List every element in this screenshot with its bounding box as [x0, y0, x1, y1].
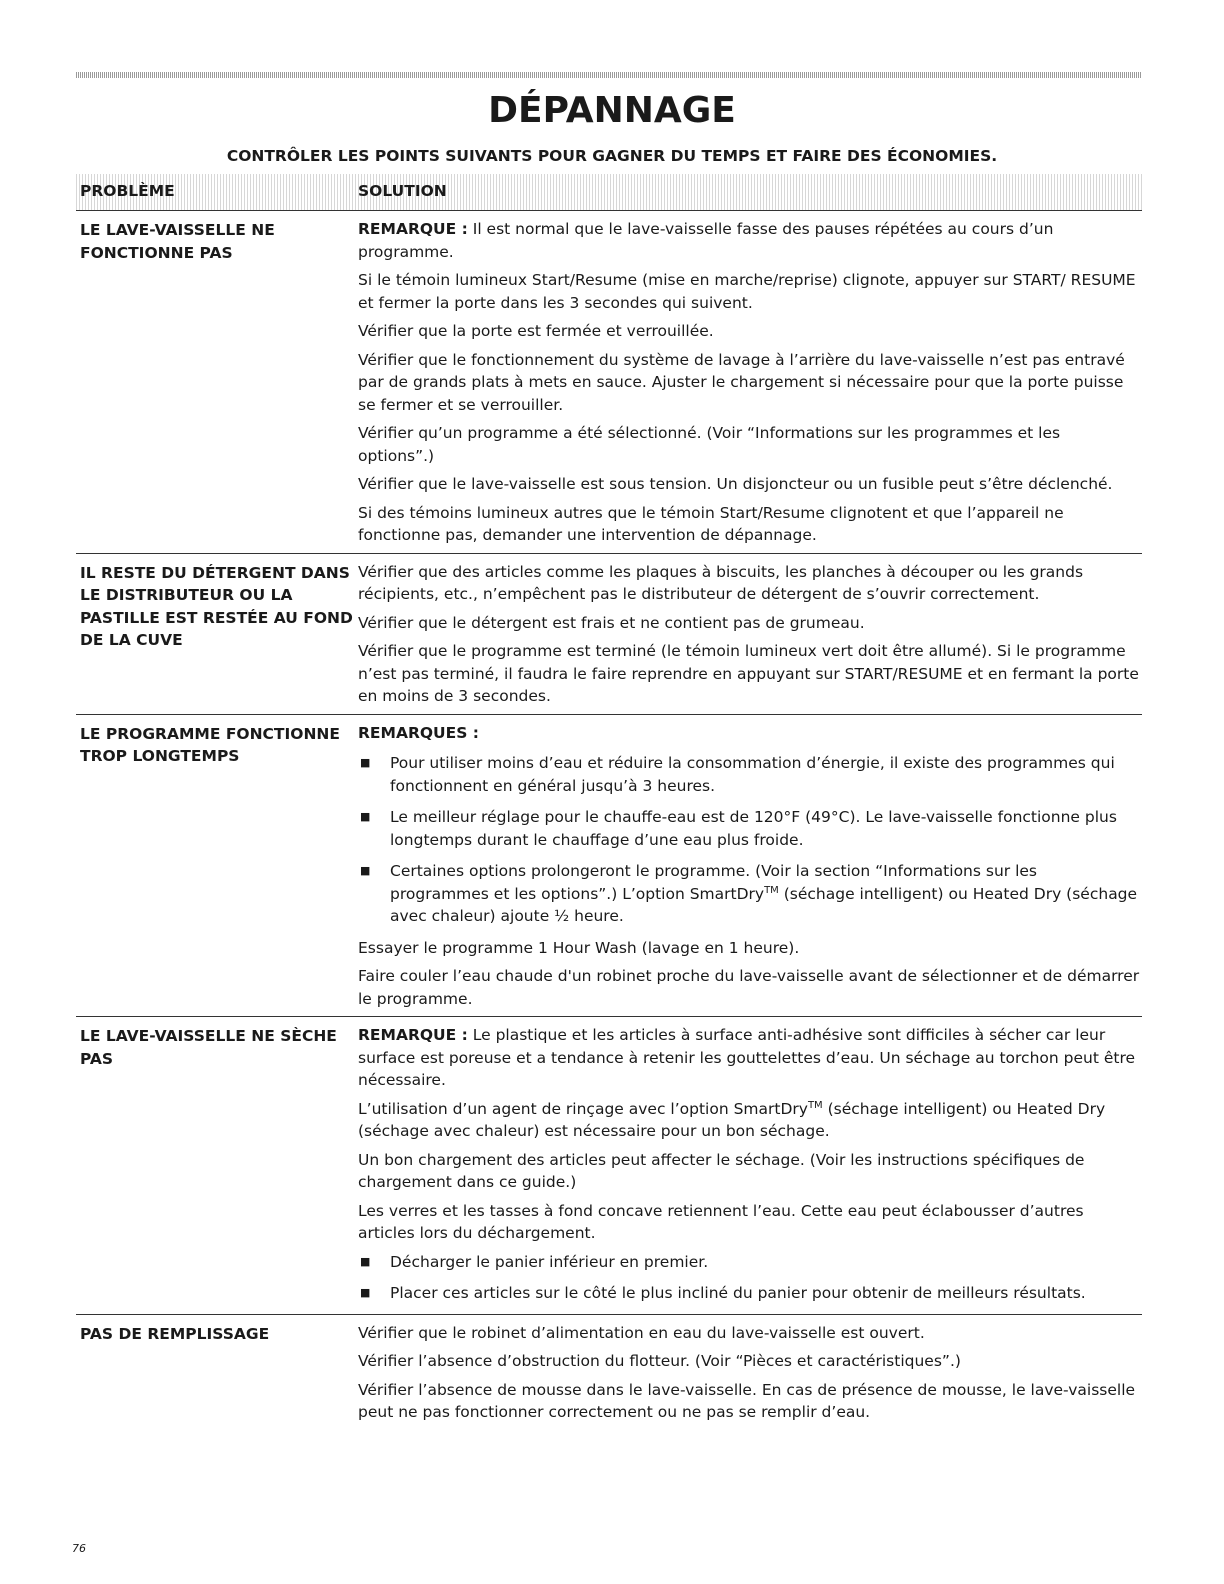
solution-cell	[358, 561, 1140, 714]
solution-paragraph: Vérifier l’absence de mousse dans le lave-vaisselle. En cas de présence de mousse, le lave-vaisselle peut ne pas fonctionner correctement ou ne pas se remplir d’eau.	[358, 1380, 1136, 1421]
page-number: 76	[72, 1542, 86, 1555]
note-label: REMARQUE :	[358, 1026, 468, 1044]
paragraph-part: L’utilisation d’un agent de rinçage avec l’option SmartDry	[358, 1099, 808, 1118]
bullet-item	[358, 806, 1140, 851]
table-row	[76, 553, 1142, 714]
solution-cell	[358, 218, 1140, 553]
solution-paragraph: Faire couler l’eau chaude d'un robinet proche du lave-vaisselle avant de sélectionner et de démarrer le programme.	[358, 967, 1140, 1008]
note-text: Le plastique et les articles à surface anti-adhésive sont difficiles à sécher car leur surface est poreuse et a tendance à retenir les gouttelettes d’eau. Un séchage au torchon peut être nécessaire.	[358, 1026, 1136, 1089]
note-text: Il est normal que le lave-vaisselle fasse des pauses répétées au cours d’un programme.	[358, 220, 1054, 261]
table-row	[76, 1314, 1142, 1430]
problem-cell: PAS DE REMPLISSAGE	[80, 1324, 270, 1343]
troubleshooting-table	[76, 174, 1142, 1430]
trademark-mark: TM	[807, 1099, 823, 1111]
problem-cell: LE PROGRAMME FONCTIONNE TROP LONGTEMPS	[80, 724, 340, 765]
bullet-item	[358, 860, 1140, 928]
solution-paragraph: Vérifier que le lave-vaisselle est sous tension. Un disjoncteur ou un fusible peut s’être déclenché.	[358, 475, 1113, 493]
solution-paragraph: Vérifier que le programme est terminé (le témoin lumineux vert doit être allumé). Si le programme n’est pas terminé, il faudra le faire reprendre en appuyant sur START/RESUME et en fermant la porte en moins de 3 secondes.	[358, 642, 1139, 705]
page-subtitle: CONTRÔLER LES POINTS SUIVANTS POUR GAGNER DU TEMPS ET FAIRE DES ÉCONOMIES.	[226, 147, 998, 165]
solution-cell	[358, 1024, 1140, 1314]
solution-paragraph: Vérifier l’absence d’obstruction du flotteur. (Voir “Pièces et caractéristiques”.)	[358, 1352, 961, 1370]
solution-cell	[358, 1322, 1140, 1430]
trademark-mark: TM	[764, 884, 779, 896]
note-paragraph	[358, 218, 1140, 263]
note-paragraph	[358, 1024, 1140, 1092]
solution-paragraph: Si le témoin lumineux Start/Resume (mise en marche/reprise) clignote, appuyer sur START/ RESUME et fermer la porte dans les 3 secondes qui suivent.	[358, 271, 1136, 312]
solution-paragraph: Les verres et les tasses à fond concave retiennent l’eau. Cette eau peut éclabousser d’autres articles lors du déchargement.	[358, 1201, 1084, 1242]
square-bullet-icon: ■	[360, 1286, 371, 1299]
solution-cell	[358, 722, 1140, 1017]
bullet-text: Placer ces articles sur le côté le plus incliné du panier pour obtenir de meilleurs résultats.	[390, 1284, 1086, 1302]
bullet-text: Le meilleur réglage pour le chauffe-eau est de 120°F (49°C). Le lave-vaisselle fonctionne plus longtemps durant le chauffage d’une eau plus froide.	[390, 808, 1117, 849]
table-row	[76, 1016, 1142, 1314]
top-rule	[76, 72, 1142, 78]
bullet-item	[358, 752, 1140, 797]
square-bullet-icon: ■	[360, 1254, 371, 1268]
bullet-item	[358, 1282, 1140, 1305]
solution-paragraph: Si des témoins lumineux autres que le témoin Start/Resume clignotent et que l’appareil ne fonctionne pas, demander une intervention de dépannage.	[358, 503, 1064, 544]
bullet-text-part: (séchage intelligent) ou Heated Dry (séchage avec chaleur) ajoute ½ heure.	[390, 884, 1138, 925]
table-header	[76, 174, 1142, 210]
square-bullet-icon: ■	[360, 864, 371, 877]
solution-paragraph: Vérifier que la porte est fermée et verrouillée.	[358, 322, 714, 340]
solution-paragraph	[358, 1098, 1140, 1143]
bullet-text	[390, 860, 1140, 928]
solution-paragraph: Essayer le programme 1 Hour Wash (lavage en 1 heure).	[358, 938, 800, 957]
solution-paragraph: Un bon chargement des articles peut affecter le séchage. (Voir les instructions spécifiques de chargement dans ce guide.)	[358, 1150, 1085, 1191]
table-row	[76, 210, 1142, 553]
solution-paragraph: Vérifier que le détergent est frais et ne contient pas de grumeau.	[358, 613, 865, 632]
solution-paragraph: Vérifier que le fonctionnement du système de lavage à l’arrière du lave-vaisselle n’est pas entravé par de grands plats à mets en sauce. Ajuster le chargement si nécessaire pour que la porte puisse se fermer et se verrouiller.	[358, 350, 1125, 414]
problem-cell: LE LAVE-VAISSELLE NE FONCTIONNE PAS	[80, 221, 275, 262]
solution-paragraph: Vérifier qu’un programme a été sélectionné. (Voir “Informations sur les programmes et les options”.)	[358, 424, 1061, 465]
problem-cell: LE LAVE-VAISSELLE NE SÈCHE PAS	[80, 1027, 337, 1068]
column-header-solution: SOLUTION	[358, 182, 447, 200]
bullet-text: Pour utiliser moins d’eau et réduire la consommation d’énergie, il existe des programmes qui fonctionnent en général jusqu’à 3 heures.	[390, 754, 1115, 795]
solution-paragraph: Vérifier que des articles comme les plaques à biscuits, les planches à découper ou les grands récipients, etc., n’empêchent pas le distributeur de détergent de s’ouvrir correctement.	[358, 562, 1084, 603]
square-bullet-icon: ■	[360, 810, 371, 823]
column-header-problem: PROBLÈME	[80, 182, 175, 200]
note-label: REMARQUE :	[358, 220, 468, 238]
table-row	[76, 714, 1142, 1017]
bullet-item	[358, 1251, 1140, 1274]
problem-cell: IL RESTE DU DÉTERGENT DANS LE DISTRIBUTEUR OU LA PASTILLE EST RESTÉE AU FOND DE LA CUVE	[80, 563, 353, 649]
square-bullet-icon: ■	[360, 756, 371, 769]
note-label: REMARQUES :	[358, 723, 479, 742]
paragraph-part: (séchage intelligent) ou Heated Dry (séchage avec chaleur) est nécessaire pour un bon séchage.	[358, 1099, 1106, 1140]
bullet-text: Décharger le panier inférieur en premier.	[390, 1252, 709, 1271]
page-title: DÉPANNAGE	[488, 90, 736, 131]
bullet-text-part: Certaines options prolongeront le programme. (Voir la section “Informations sur les programmes et les options”.) L’option SmartDry	[390, 862, 1037, 903]
solution-paragraph: Vérifier que le robinet d’alimentation en eau du lave-vaisselle est ouvert.	[358, 1323, 925, 1342]
